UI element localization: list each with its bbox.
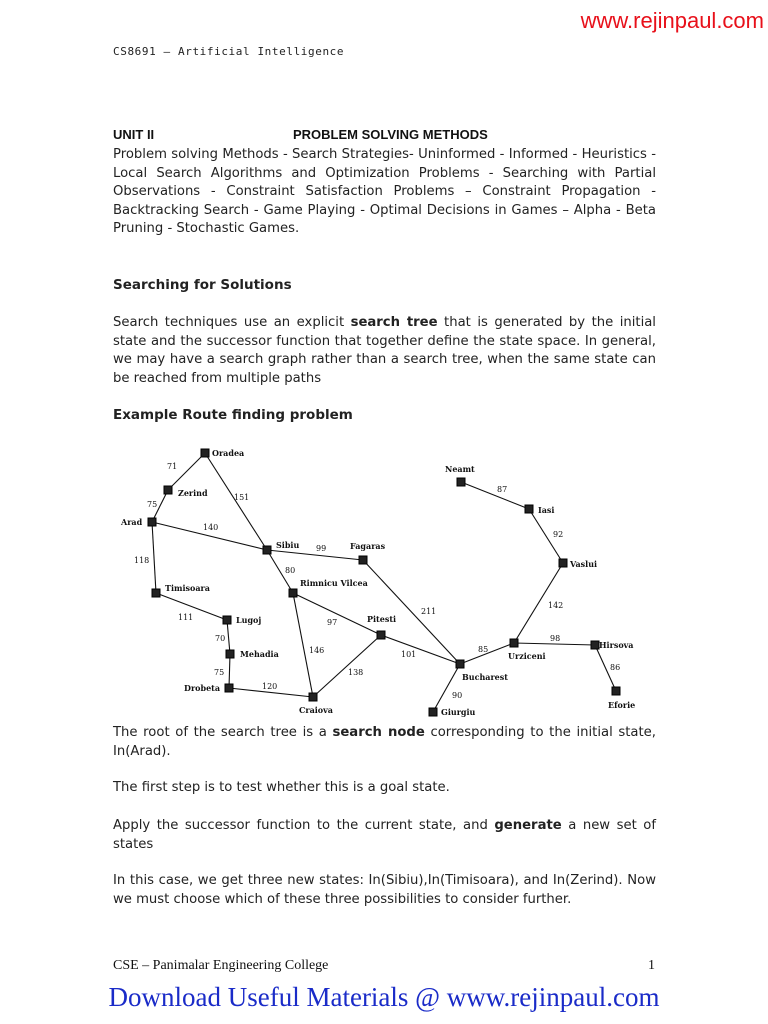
road-bucharest-giurgiu: [433, 664, 463, 712]
distance-label: 75: [147, 500, 158, 509]
city-label-fagaras: Fagaras: [350, 541, 386, 551]
example-heading: Example Route finding problem: [113, 407, 353, 423]
download-banner-link[interactable]: Download Useful Materials @ www.rejinpaul.com: [108, 982, 660, 1012]
city-label-pitesti: Pitesti: [367, 614, 397, 624]
distance-label: 86: [610, 663, 621, 672]
successor-paragraph: [113, 817, 656, 854]
unit-label: UNIT II: [113, 127, 155, 142]
city-node-rimnicu: [289, 589, 297, 597]
new-states-paragraph: In this case, we get three new states: In(Sibiu),In(Timisoara), and In(Zerind). Now we must choose which of these three possibilities to consider further.: [113, 873, 656, 907]
distance-label: 70: [215, 634, 226, 643]
road-rimnicu-craiova: [293, 593, 313, 697]
bold-term: search node: [332, 725, 425, 740]
road-mehadia-drobeta: [229, 654, 230, 688]
unit-title: PROBLEM SOLVING METHODS: [293, 127, 488, 142]
road-arad-timisoara: [152, 522, 156, 593]
city-node-urziceni: [510, 639, 518, 647]
distance-label: 111: [178, 613, 194, 622]
city-labels: [120, 448, 635, 717]
city-node-iasi: [525, 505, 533, 513]
distance-label: 142: [548, 601, 564, 610]
city-node-vaslui: [559, 559, 567, 567]
distance-label: 118: [134, 556, 150, 565]
site-url-link[interactable]: www.rejinpaul.com: [580, 8, 764, 33]
distance-label: 98: [550, 634, 561, 643]
distance-label: 90: [452, 691, 463, 700]
text-run: corresponding to the initial state, In(Arad).: [113, 725, 656, 759]
road-fagaras-bucharest: [363, 560, 460, 664]
city-node-eforie: [612, 687, 620, 695]
footer-college: CSE – Panimalar Engineering College: [113, 958, 329, 973]
city-label-arad: Arad: [121, 517, 143, 527]
road-lugoj-mehadia: [227, 620, 230, 654]
city-label-neamt: Neamt: [445, 464, 475, 474]
city-node-pitesti: [377, 631, 385, 639]
city-label-bucharest: Bucharest: [462, 672, 508, 682]
distance-label: 138: [348, 668, 364, 677]
distance-label: 120: [262, 682, 278, 691]
distance-label: 211: [421, 607, 437, 616]
distance-label: 92: [553, 530, 564, 539]
page-number: 1: [648, 958, 655, 973]
text-run: Apply the successor function to the current state, and: [113, 818, 495, 833]
road-oradea-zerind: [168, 453, 205, 490]
distance-label: 97: [327, 618, 338, 627]
distance-label: 71: [167, 462, 178, 471]
city-node-craiova: [309, 693, 317, 701]
bold-term: generate: [494, 818, 562, 833]
city-label-oradea: Oradea: [212, 448, 245, 458]
text-run: The root of the search tree is a: [113, 725, 333, 740]
city-node-timisoara: [152, 589, 160, 597]
city-node-giurgiu: [429, 708, 437, 716]
city-node-bucharest: [456, 660, 464, 668]
city-label-sibiu: Sibiu: [276, 540, 300, 550]
bold-term: search tree: [350, 315, 438, 330]
text-run: that is generated by the initial state and the successor function that together define the state space. In general, we may have a search graph rather than a search tree, when the same state can be reached from multiple paths: [113, 315, 656, 386]
distance-label: 140: [203, 523, 219, 532]
city-label-lugoj: Lugoj: [236, 615, 262, 625]
distance-label: 99: [316, 544, 327, 553]
city-label-iasi: Iasi: [538, 505, 555, 515]
city-label-vaslui: Vaslui: [570, 559, 598, 569]
city-node-mehadia: [226, 650, 234, 658]
city-label-rimnicu: Rimnicu Vilcea: [300, 578, 368, 588]
city-label-eforie: Eforie: [608, 700, 636, 710]
distance-label: 80: [285, 566, 296, 575]
city-label-giurgiu: Giurgiu: [441, 707, 476, 717]
course-header: CS8691 – Artificial Intelligence: [113, 45, 345, 58]
city-node-hirsova: [591, 641, 599, 649]
road-sibiu-fagaras: [267, 550, 363, 560]
root-paragraph: [113, 724, 656, 761]
city-node-neamt: [457, 478, 465, 486]
city-label-mehadia: Mehadia: [240, 649, 279, 659]
unit-topics: Problem solving Methods - Search Strategies- Uninformed - Informed - Heuristics - Local Search Algorithms and Optimization Problems - Searching with Partial Observations - Constraint Satisfaction Problems – Constraint Propagation - Backtracking Search - Game Playing - Optimal Decisions in Games – Alpha - Beta Pruning - Stochastic Games.: [113, 147, 656, 236]
text-run: Search techniques use an explicit: [113, 315, 351, 330]
distance-label: 87: [497, 485, 508, 494]
city-label-timisoara: Timisoara: [165, 583, 210, 593]
text-run: a new set of states: [113, 818, 656, 852]
city-label-drobeta: Drobeta: [184, 683, 221, 693]
goal-test-paragraph: The first step is to test whether this is a goal state.: [113, 780, 450, 795]
city-label-urziceni: Urziceni: [508, 651, 546, 661]
road-pitesti-bucharest: [381, 635, 460, 664]
search-tree-paragraph: [113, 314, 656, 388]
city-node-zerind: [164, 486, 172, 494]
city-node-fagaras: [359, 556, 367, 564]
city-node-lugoj: [223, 616, 231, 624]
distance-label: 101: [401, 650, 417, 659]
distance-label: 75: [214, 668, 225, 677]
distance-label: 85: [478, 645, 489, 654]
city-label-craiova: Craiova: [299, 705, 333, 715]
road-craiova-pitesti: [313, 635, 381, 697]
road-iasi-neamt: [461, 482, 529, 509]
road-urziceni-hirsova: [514, 643, 595, 645]
city-label-hirsova: Hirsova: [599, 640, 634, 650]
city-node-sibiu: [263, 546, 271, 554]
distance-label: 151: [234, 493, 250, 502]
city-node-drobeta: [225, 684, 233, 692]
city-node-arad: [148, 518, 156, 526]
city-label-zerind: Zerind: [178, 488, 208, 498]
unit-heading: [113, 127, 488, 142]
section-heading: Searching for Solutions: [113, 277, 292, 293]
city-node-oradea: [201, 449, 209, 457]
distance-label: 146: [309, 646, 325, 655]
romania-map-diagram: [110, 438, 650, 723]
